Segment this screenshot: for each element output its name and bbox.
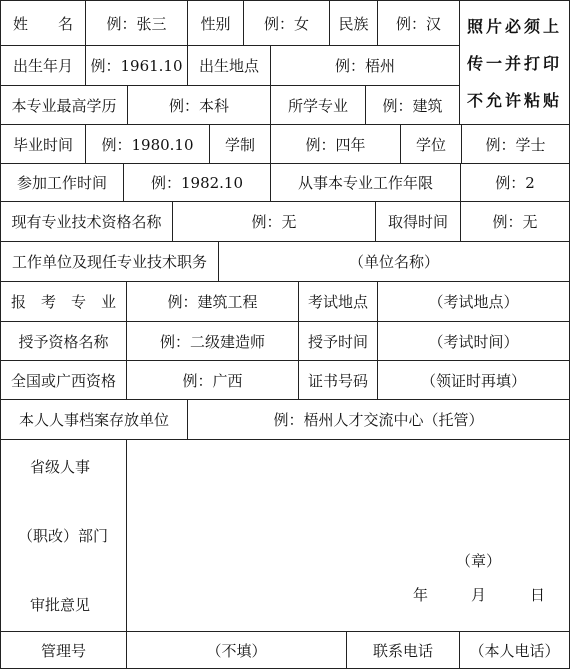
obtain-time-label: 取得时间 [375, 201, 461, 242]
ethnicity-label: 民族 [329, 0, 378, 46]
region-qualification-label: 全国或广西资格 [0, 360, 127, 400]
photo-note-line1: 照片必须上 [466, 17, 562, 36]
exam-place-label: 考试地点 [298, 281, 378, 322]
schooling-years-value[interactable]: 例：四年 [270, 124, 401, 164]
birth-value[interactable]: 例：1961.10 [85, 45, 188, 86]
year-label: 年 [413, 586, 429, 604]
work-start-label: 参加工作时间 [0, 163, 124, 202]
management-number-value[interactable]: （不填） [126, 631, 347, 669]
approval-label-line1: 省级人事 [30, 458, 91, 476]
seal-label: （章） [456, 552, 502, 570]
photo-box[interactable] [459, 0, 570, 125]
work-unit-label: 工作单位及现任专业技术职务 [0, 241, 219, 282]
approval-label-line2: （职改）部门 [18, 527, 109, 545]
photo-note-line3: 不允许粘贴 [466, 91, 562, 110]
gender-value[interactable]: 例：女 [243, 0, 330, 46]
grant-time-label: 授予时间 [298, 321, 378, 361]
major-label: 所学专业 [270, 85, 366, 126]
qualification-label: 现有专业技术资格名称 [0, 201, 173, 242]
education-value[interactable]: 例：本科 [127, 85, 271, 126]
phone-value[interactable]: （本人电话） [459, 631, 570, 669]
granted-qualification-value[interactable]: 例：二级建造师 [126, 321, 299, 361]
exam-major-value[interactable]: 例：建筑工程 [126, 281, 299, 322]
work-years-label: 从事本专业工作年限 [270, 163, 461, 202]
certificate-number-label: 证书号码 [298, 360, 378, 400]
photo-note-line2: 传一并打印 [466, 54, 562, 73]
birthplace-label: 出生地点 [187, 45, 271, 86]
work-unit-value[interactable]: （单位名称） [218, 241, 570, 282]
certificate-number-value[interactable]: （领证时再填） [377, 360, 570, 400]
exam-place-value[interactable]: （考试地点） [377, 281, 570, 322]
management-number-label: 管理号 [0, 631, 127, 669]
schooling-years-label: 学制 [209, 124, 271, 164]
gender-label: 性别 [187, 0, 244, 46]
granted-qualification-label: 授予资格名称 [0, 321, 127, 361]
work-start-value[interactable]: 例：1982.10 [123, 163, 271, 202]
graduation-value[interactable]: 例：1980.10 [85, 124, 210, 164]
archive-unit-value[interactable]: 例：梧州人才交流中心（托管） [187, 399, 570, 440]
approval-label-line3: 审批意见 [30, 596, 91, 614]
degree-value[interactable]: 例：学士 [461, 124, 570, 164]
work-years-value[interactable]: 例：2 [460, 163, 570, 202]
region-qualification-value[interactable]: 例：广西 [126, 360, 299, 400]
phone-label: 联系电话 [346, 631, 460, 669]
birth-label: 出生年月 [0, 45, 86, 86]
education-label: 本专业最高学历 [0, 85, 128, 126]
graduation-label: 毕业时间 [0, 124, 86, 164]
exam-major-label: 报 考 专 业 [0, 281, 127, 322]
ethnicity-value[interactable]: 例：汉 [377, 0, 460, 46]
approval-opinion-area[interactable] [126, 439, 570, 632]
grant-time-value[interactable]: （考试时间） [377, 321, 570, 361]
birthplace-value[interactable]: 例：梧州 [270, 45, 460, 86]
name-value[interactable]: 例：张三 [85, 0, 188, 46]
degree-label: 学位 [400, 124, 462, 164]
qualification-value[interactable]: 例：无 [172, 201, 376, 242]
day-label: 日 [530, 586, 546, 604]
major-value[interactable]: 例：建筑 [365, 85, 460, 126]
obtain-time-value[interactable]: 例：无 [460, 201, 570, 242]
name-label: 姓 名 [0, 0, 86, 46]
archive-unit-label: 本人人事档案存放单位 [0, 399, 188, 440]
month-label: 月 [471, 586, 487, 604]
